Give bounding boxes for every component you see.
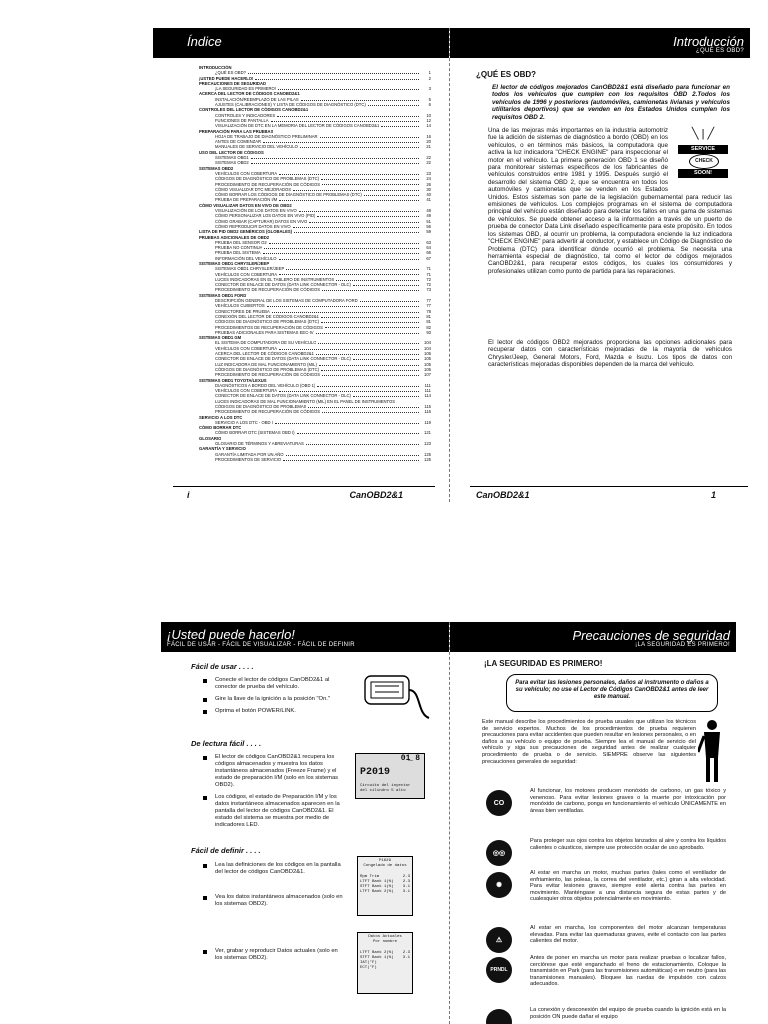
page3-subtitle: FÁCIL DE USAR - FÁCIL DE VISUALIZAR - FÁCIL DE DEFINIR (167, 642, 355, 648)
toc-entry-label: ¿QUÉ ES OBD? (215, 70, 246, 76)
screen-row-label: Datos Actuales (368, 935, 402, 939)
screen-row-label: LTFT Bank 2(%) (360, 951, 394, 955)
toc-entry-label: PROCEDIMIENTOS DE SERVICIO (215, 456, 282, 462)
toc-leader (325, 325, 419, 329)
toc-entry-label: CÓMO PERSONALIZAR LOS DATOS EN VIVO (PID) (215, 213, 316, 219)
toc-entry-page: 116 (424, 409, 431, 415)
toc-entry-page: 22 (426, 160, 431, 166)
toc-entry-label: MANUALES DE SERVICIO DEL VEHÍCULO (215, 144, 298, 150)
toc-leader (321, 319, 419, 323)
toc-leader (294, 229, 419, 233)
toc-leader (353, 282, 419, 286)
screen-row-value: 3.1 (402, 890, 410, 894)
toc-entry-label: GLOSARIO (199, 435, 222, 441)
toc-leader (353, 393, 419, 397)
toc-leader (279, 272, 419, 276)
toc-entry-page: 24 (426, 176, 431, 182)
toc-entry-page: 48 (426, 208, 431, 214)
toc-entry-label: LUZ INDICADORA DE MAL FUNCIONAMIENTO (MIL) (215, 361, 317, 367)
toc-entry-label: USO DEL LECTOR DE CÓDIGOS (199, 149, 264, 155)
toc-leader (293, 187, 419, 191)
toc-leader (269, 240, 419, 244)
toc-entry-label: PRUEBA NO CONTINUA (215, 245, 263, 251)
screen-code: P2019 (360, 767, 391, 778)
toc-entry-label: SERVICIO A LOS DTC (199, 414, 243, 420)
screen-row-label: P1629 (378, 859, 391, 863)
toc-entry-page: 14 (426, 123, 431, 129)
toc-entry-label: ACERCA DEL LECTOR DE CÓDIGOS CANOBD2&1 (199, 91, 300, 97)
toc-leader (299, 208, 419, 212)
toc-leader (248, 70, 419, 74)
toc-entry-page: 111 (424, 382, 431, 388)
easy-use-list (201, 677, 341, 720)
list-item: El lector de códigos CanOBD2&1 recupera los códigos almacenados y muestra los datos instantáneos almacenados (Freeze Frame) y el estado de preparación I/M (solo en los sistemas OBD2). (201, 754, 347, 789)
toc-leader (279, 197, 419, 201)
toc-leader (300, 144, 419, 148)
toc-entry-page: 22 (426, 155, 431, 161)
toc-leader (264, 245, 419, 249)
toc-entry-label: CÓMO VISUALIZAR DATOS EN VIVO DE OBD2 (199, 202, 292, 208)
toc-entry-page: 119 (424, 419, 431, 425)
screen-code-desc-1: Circuito del inyector (360, 784, 411, 788)
toc-entry-label: PRUEBA DEL SISTEMA (215, 250, 261, 256)
toc-entry-label: INFORMACIÓN DEL VEHÍCULO (215, 255, 277, 261)
list-item: Ver, grabar y reproducir Datos actuales (solo en los sistemas OBD2). (201, 948, 345, 962)
screen-row (360, 890, 410, 895)
toc-entry-label: LISTA DE PID OBD2 GENÉRICOS (GLOBALES) (199, 229, 293, 235)
toc-title: Índice (187, 34, 222, 49)
toc-entry-page: 81 (426, 319, 431, 325)
hazard-text: Para proteger sus ojos contra los objetos lanzados al aire y contra los líquidos calientes o cáusticos, siempre use protección ocular de uso aprobado. (530, 838, 726, 851)
toc-entry-page: 66 (426, 250, 431, 256)
safety-warning-note: Para evitar las lesiones personales, daños al instrumento o daños a su vehículo; no use el Lector de Códigos CanOBD2&1 antes de leer este manual. (506, 674, 718, 712)
intro-heading: ¿QUÉ ES OBD? (476, 70, 537, 79)
list-item: Lea las definiciones de los códigos en la pantalla del lector de códigos CanOBD2&1. (201, 862, 345, 876)
safety-intro: Este manual describe los procedimientos de prueba usuales que utilizan los técnicos de servicio expertos. Muchos de los procedimientos de prueba requieren precauciones para evitar accidentes que pueden resultar en lesiones personales, o en daños a su vehículo o equipo de prueba. Siempre lea el manual de servicio del vehículo y siga sus precauciones de seguridad antes de realizar cualquier procedimiento de prueba o de servicio. SIEMPRE observe las siguientes precauciones generales de seguridad: (482, 719, 696, 765)
toc-leader (316, 351, 419, 355)
toc-entry-page: 51 (426, 218, 431, 224)
toc-entry-page: 71 (426, 266, 431, 272)
toc-leader (381, 123, 419, 127)
toc-entry-page: 41 (426, 197, 431, 203)
toc-leader (320, 134, 419, 138)
toc-entry-page: 26 (426, 181, 431, 187)
toc-leader (279, 256, 419, 260)
toc-leader (317, 383, 419, 387)
toc-entry-label: DESCRIPCIÓN GENERAL DE LOS SISTEMAS DE COMPUTADORA FORD (215, 298, 358, 304)
toc-entry-page: 125 (424, 456, 431, 462)
toc-leader (322, 409, 419, 413)
toc-leader (279, 388, 419, 392)
toc-entry-label: FUNCIONES DE PANTALLA (215, 117, 269, 123)
toc-entry-page: 59 (426, 229, 431, 235)
toc-entry-label: VEHÍCULOS CON COBERTURA (215, 345, 278, 351)
toc-entry (199, 457, 431, 462)
screen-row-label: LTFT Bank 1(%) (360, 880, 394, 884)
toc-entry-label: ¡USTED PUEDE HACERLO! (199, 75, 254, 81)
toc-entry-label: PRUEBAS ADICIONALES PARA SISTEMAS EEC-IV (215, 329, 314, 335)
footer-brand: CanOBD2&1 (476, 490, 530, 500)
toc-entry-page: 81 (426, 313, 431, 319)
page4-header (450, 622, 736, 652)
screen-row-label: Rpm Trim (360, 875, 380, 879)
live-data-screen (357, 932, 413, 994)
toc-leader (318, 340, 419, 344)
toc-leader (251, 160, 419, 164)
footer-brand: CanOBD2&1 (349, 490, 403, 500)
toc-entry-page: 77 (426, 303, 431, 309)
toc-leader (306, 441, 419, 445)
screen-row (360, 864, 410, 869)
toc-entry-label: HOJA DE TRABAJO DE DIAGNÓSTICO PRELIMINAR (215, 133, 318, 139)
toc-entry-label: CONECTOR DE ENLACE DE DATOS (DATA LINK CONNECTOR - DLC) (215, 356, 351, 362)
toc-footer (173, 486, 435, 501)
toc-entry-label: INTRODUCCIÓN (199, 65, 232, 70)
toc-entry-label: SISTEMAS OBD1 TOYOTA/LEXUS (199, 377, 267, 383)
toc-entry-page: 114 (424, 393, 431, 399)
badge-check: CHECK (689, 154, 719, 169)
toc-entry-label: CÓMO GRABAR (CAPTURAR) DATOS EN VIVO (215, 218, 308, 224)
toc-entry-label: LUCES INDICADORAS DE MAL FUNCIONAMIENTO (MIL) EN EL PANEL DE INSTRUMENTOS (215, 398, 396, 404)
screen-row-value: 2.3 (402, 880, 410, 884)
toc-leader (322, 182, 419, 186)
hazard-icon: ⚠ (486, 927, 512, 953)
toc-entry-label: CÓDIGOS DE DIAGNÓSTICO DE PROBLEMAS (215, 404, 307, 409)
toc-entry-page: 105 (424, 351, 431, 357)
toc-entry-page: 49 (426, 213, 431, 219)
toc-leader (286, 266, 419, 270)
page4-title: Precauciones de seguridad (572, 628, 730, 643)
page3-header (161, 622, 449, 652)
toc-entry-label: PROCEDIMIENTO DE RECUPERACIÓN DE CÓDIGOS (215, 287, 321, 293)
code-display-screen (355, 753, 425, 799)
list-item: Conecte el lector de códigos CanOBD2&1 al conector de prueba del vehículo. (201, 677, 341, 691)
toc-entry-label: ¡LA SEGURIDAD ES PRIMERO! (215, 86, 276, 92)
hazard-icon (486, 1009, 512, 1024)
section-easy-define: Fácil de definir . . . . (191, 846, 261, 855)
screen-code-desc-2: del cilindro 5 alto (360, 789, 406, 793)
screen-row-value: 3.1 (402, 885, 410, 889)
toc-entry-page: 30 (426, 186, 431, 192)
toc-entry-page: 10 (426, 112, 431, 118)
toc-leader (322, 372, 419, 376)
toc-entry-label: PROCEDIMIENTOS DE RECUPERACIÓN DE CÓDIGOS (215, 324, 323, 330)
toc-leader (297, 430, 419, 434)
hazard-icon: ◎◎ (486, 840, 512, 866)
intro-title: Introducción (673, 34, 744, 49)
toc-leader (279, 346, 419, 350)
section-easy-use: Fácil de usar . . . . (191, 662, 254, 671)
freeze-frame-screen (357, 856, 413, 916)
technician-icon (698, 718, 726, 784)
toc-leader (364, 192, 419, 196)
toc-entry-page: 5 (428, 96, 431, 102)
service-badge (674, 127, 732, 191)
toc-leader (322, 287, 419, 291)
page-intro (450, 28, 750, 502)
toc-entry-label: VEHÍCULOS CON COBERTURA (215, 388, 278, 394)
toc-entry-page: 20 (426, 139, 431, 145)
toc-entry-label: VEHÍCULOS CON COBERTURA (215, 170, 278, 176)
toc-leader (353, 356, 419, 360)
toc-entry-page: 123 (424, 441, 431, 447)
toc-entry-label: DIAGNÓSTICOS A BORDO DEL VEHÍCULO (OBD 1) (215, 382, 316, 388)
intro-subtitle: ¿QUÉ ES OBD? (696, 48, 744, 54)
hazard-icon: ✺ (486, 872, 512, 898)
toc-entry-page: 40 (426, 192, 431, 198)
toc-leader (321, 176, 419, 180)
toc-entry-page: 1 (428, 70, 431, 76)
toc-entry-page: 121 (424, 430, 431, 436)
toc-entry-label: PREPARACIÓN PARA LAS PRUEBAS (199, 128, 274, 134)
toc-entry-label: LUCES INDICADORAS EN EL TABLERO DE INSTRUMENTOS (215, 276, 335, 282)
toc-entry-label: CÓMO VISUALIZAR DTC MEJORADOS (215, 186, 292, 192)
toc-entry-label: CONECTOR DE ENLACE DE DATOS (DATA LINK CONNECTOR - DLC) (215, 393, 351, 399)
screen-row-label: Congelado de datos (363, 864, 407, 868)
toc-entry-page: 6 (428, 102, 431, 108)
screen-row-label: LTFT Bank 2(%) (360, 890, 394, 894)
toc-entry-page: 104 (424, 340, 431, 346)
toc-entry-label: CÓMO BORRAR LOS CÓDIGOS DE DIAGNÓSTICO DE PROBLEMAS (DTC) (215, 192, 362, 198)
toc-leader (277, 113, 419, 117)
toc-entry-page: 71 (426, 271, 431, 277)
toc-entry-label: PROCEDIMIENTO DE RECUPERACIÓN DE CÓDIGOS (215, 372, 321, 378)
toc-entry-label: SISTEMAS OBD1 GM (199, 335, 242, 341)
footer-page-number: i (187, 490, 190, 500)
intro-para-1-text: Una de las mejoras más importantes en la industria automotriz fue la adición de sistemas de diagnóstico a bordo (OBD) en los vehículos, o en términos más básicos, la computadora que activa la luz indicadora "CHECK ENGINE" para inspeccionar el motor en el vehículo. La primera generación OBD 1 se diseñó para monitorear sistemas específicos de los fabricantes de vehículos construidos entre 1981 y 1995. Después surgió el desarrollo del sistema OBD 2, que se encuentra en todos los automóviles y camionetas que se venden en los Estados Unidos. Estos sistemas son parte de la legislación gubernamental para reducir las emisiones de vehículos. Los complejos programas en el sistema de computadora principal del vehículo están diseñado para detectar los fallos en una gama de sistemas de vehículos. Se puede obtener acceso a la información a través de un puerto de prueba de conector Data Link diseñado específicamente para este propósito. En todos los sistemas OBD, al ocurrir un problema, la computadora enciende la luz indicadora "CHECK ENGINE" para advertir al conductor, y establece un Código de Diagnóstico de Problema (DTC) para identificar dónde ocurrió el problema. Se necesita una herramienta especial de diagnóstico, tal como el lector de códigos mejorados CanOBD2&1, para recuperar estos códigos, los cuales los consumidores y profesionales utilizan como punto de partida para las reparaciones. (488, 127, 732, 275)
toc-entry-label: PRUEBA DEL SENSOR O2 (215, 239, 267, 245)
toc-leader (293, 224, 419, 228)
toc-entry-page: 77 (426, 298, 431, 304)
toc-entry-label: SISTEMAS OBD2 (215, 160, 249, 166)
screen-row (360, 966, 410, 971)
toc-entry-page: 105 (424, 356, 431, 362)
table-of-contents (199, 65, 431, 462)
toc-entry-label: EL SISTEMA DE COMPUTADORA DE SU VEHÍCULO (215, 340, 317, 346)
toc-entry-label: CONTROLES Y INDICADORES (215, 112, 276, 118)
toc-entry-page: 125 (424, 451, 431, 457)
hazard-text: Al estar en marcha, los componentes del motor alcanzan temperaturas elevadas. Para evitar las quemaduras graves, evite el contacto con las partes calientes del motor. (530, 925, 726, 945)
easy-read-list (201, 754, 347, 834)
toc-entry-page: 23 (426, 170, 431, 176)
toc-entry-label: CÓMO REPRODUCIR DATOS EN VIVO (215, 223, 291, 229)
toc-entry-page: 72 (426, 282, 431, 288)
toc-entry-page: 64 (426, 245, 431, 251)
toc-entry-label: CONTROLES DEL LECTOR DE CÓDIGOS CANOBD2&1 (199, 107, 309, 113)
toc-entry-label: VISUALIZACIÓN DE LOS DATOS EN VIVO (215, 208, 297, 214)
easy-define-list (201, 862, 345, 967)
toc-leader (321, 367, 419, 371)
badge-rays-icon: ╲ | ╱ (691, 128, 715, 140)
toc-entry-label: GARANTÍA Y SERVICIO (199, 446, 246, 452)
toc-entry-label: SISTEMAS OBD1 CHRYSLER/JEEP (199, 260, 270, 266)
toc-leader (279, 171, 419, 175)
toc-entry-page: 67 (426, 255, 431, 261)
toc-entry-label: INSTALACIÓN/REEMPLAZO DE LAS PILAS (215, 96, 299, 102)
toc-entry-label: PROCEDIMIENTO DE RECUPERACIÓN DE CÓDIGOS (215, 409, 321, 415)
toc-entry-label: GLOSARIO DE TÉRMINOS Y ABREVIATURAS (215, 441, 304, 447)
toc-entry-page: 56 (426, 223, 431, 229)
screen-row-label: STFT Bank 1(%) (360, 885, 394, 889)
screen-row-label: Por nombre (372, 940, 397, 944)
list-item: Oprima el botón POWER/LINK. (201, 708, 341, 715)
toc-entry-label: GARANTÍA LIMITADA POR UN AÑO (215, 451, 284, 457)
toc-leader (317, 213, 419, 217)
screen-row-value: 3.1 (402, 956, 410, 960)
toc-leader (309, 219, 419, 223)
toc-leader (316, 330, 419, 334)
toc-entry-label: CÓMO BORRAR DTC (SISTEMAS OBD I) (215, 430, 295, 436)
toc-leader (286, 452, 419, 456)
hazard-icon: PRNDL (486, 957, 512, 983)
toc-entry-label: ACERCA DEL LECTOR DE CÓDIGOS CANOBD2&1 (215, 351, 314, 357)
toc-entry-label: VISUALIZACIÓN DE DTC EN LA MEMORIA DEL LECTOR DE CÓDIGOS CANOBD2&1 (215, 123, 380, 129)
toc-entry-label: ANTES DE COMENZAR (215, 139, 262, 145)
badge-service: SERVICE (678, 145, 728, 154)
toc-entry-label: SISTEMAS OBD1 (215, 155, 249, 161)
toc-entry-page: 72 (426, 276, 431, 282)
hazard-text: La conexión y desconexión del equipo de prueba cuando la ignición está en la posición ON puede dañar el equipo (530, 1007, 726, 1020)
toc-leader (272, 309, 419, 313)
toc-leader (275, 420, 419, 424)
toc-leader (263, 139, 419, 143)
toc-entry-label: SISTEMAS OBD1 CHRYSLER/JEEP (215, 266, 285, 272)
screen-row (360, 940, 410, 945)
toc-entry-page: 115 (424, 404, 431, 409)
toc-entry-label: CÓMO BORRAR DTC (199, 425, 242, 431)
list-item: Vea los datos instantáneos almacenados (solo en los sistemas OBD2). (201, 894, 345, 908)
toc-entry-label: CÓDIGOS DE DIAGNÓSTICO DE PROBLEMAS (DTC) (215, 176, 320, 182)
toc-leader (301, 97, 419, 101)
toc-leader (263, 250, 419, 254)
toc-leader (360, 298, 419, 302)
toc-entry-label: SISTEMAS OBD2 (199, 165, 234, 171)
screen-row-label: STFT Bank 1(%) (360, 956, 394, 960)
footer-page-number: 1 (710, 490, 716, 500)
toc-entry-page: 93 (426, 329, 431, 335)
toc-entry-page: 73 (426, 287, 431, 293)
page3-title: ¡Usted puede hacerlo! (167, 627, 295, 642)
toc-header (153, 28, 449, 58)
intro-para-2: El lector de códigos OBD2 mejorados proporciona las opciones adicionales para recuperar datos con características mejoradas de la mayoría de vehículos Chrysler/Jeep, General Motors, Ford, Mazda e Isuzu. Los tipos de datos con características mejoradas disponibles dependen de la marca del vehículo. (488, 339, 732, 369)
screen-row-label: ECT(°F) (360, 966, 377, 970)
intro-footer (470, 486, 748, 501)
toc-leader (368, 102, 419, 106)
toc-entry-page: 21 (426, 144, 431, 150)
toc-entry-page: 12 (426, 117, 431, 123)
page4-subtitle: ¡LA SEGURIDAD ES PRIMERO! (635, 642, 730, 648)
hazard-text: Al funcionar, los motores producen monóxido de carbono, un gas tóxico y venenoso. Para evitar lesiones graves o la muerte por intoxicación por monóxido de carbono, ponga en funcionamiento el vehículo ÚNICAMENTE en áreas bien ventiladas. (530, 788, 726, 814)
toc-entry-label: CÓDIGOS DE DIAGNÓSTICO DE PROBLEMAS (DTC) (215, 366, 320, 372)
toc-leader (321, 314, 419, 318)
section-easy-read: De lectura fácil . . . . (191, 739, 262, 748)
toc-leader (267, 303, 419, 307)
toc-entry-label: VEHÍCULOS CON COBERTURA (215, 271, 278, 277)
page-safety (450, 622, 736, 1024)
toc-entry-label: CONECTOR DE ENLACE DE DATOS (DATA LINK CONNECTOR - DLC) (215, 282, 351, 288)
hazard-icon: CO (486, 790, 512, 816)
toc-leader (319, 362, 419, 366)
obd-connector-icon (357, 668, 431, 724)
screen-row-value: 2.3 (402, 875, 410, 879)
hazard-text: Antes de poner en marcha un motor para realizar pruebas o localizar fallos, cerciórese que esté enganchado el freno de estacionamiento. Coloque la transmisión en Park (para las transmisiones automáticas) o en neutro (para las transmisiones manuales). Bloquee las ruedas de impulsión con calzos adecuados. (530, 955, 726, 988)
toc-entry-page: 106 (424, 366, 431, 372)
intro-para-1 (488, 127, 732, 275)
badge-soon: SOON! (678, 169, 728, 178)
toc-leader (336, 277, 419, 281)
toc-entry-label: CONECTORES DE PRUEBA (215, 308, 270, 314)
screen-row-value: 2.3 (402, 951, 410, 955)
toc-entry-page: 104 (424, 345, 431, 351)
toc-leader (251, 155, 419, 159)
toc-entry-page: 105 (424, 361, 431, 367)
toc-entry-label: SISTEMAS OBD1 FORD (199, 292, 247, 298)
list-item: Gire la llave de la ignición a la posición "On." (201, 696, 341, 703)
page-toc (153, 28, 449, 502)
toc-entry-label: PRUEBA DE PREPARACIÓN I/M (215, 197, 278, 203)
toc-entry-label: CONEXIÓN DEL LECTOR DE CÓDIGOS CANOBD2&1 (215, 313, 320, 319)
safety-heading: ¡LA SEGURIDAD ES PRIMERO! (484, 659, 603, 668)
toc-entry-page: 111 (424, 388, 431, 394)
toc-entry-page: 2 (428, 75, 431, 81)
toc-entry-label: PROCEDIMIENTO DE RECUPERACIÓN DE CÓDIGOS (215, 181, 321, 187)
toc-entry-label: CÓDIGOS DE DIAGNÓSTICO DE PROBLEMAS (DTC) (215, 319, 320, 325)
toc-entry-page: 82 (426, 324, 431, 330)
toc-entry-page: 3 (428, 86, 431, 92)
toc-entry-page: 63 (426, 239, 431, 245)
toc-entry-label: PRUEBAS ADICIONALES DE OBD2 (199, 234, 270, 240)
toc-leader (271, 118, 419, 122)
toc-leader (308, 404, 419, 408)
hazard-text: Al estar en marcha un motor, muchas partes (tales como el ventilador de enfriamiento, las poleas, la correa del ventilador, etc.) giran a alta velocidad. Para evitar lesiones graves, siempre esté alerta contra las partes en movimiento. Manténgase a una distancia segura de estas partes y de cualesquier otros objetos potencialmente en movimiento. (530, 870, 726, 903)
screen-row-label: IAT(°F) (360, 961, 377, 965)
intro-header (450, 28, 750, 58)
page-you-can-do-it (161, 622, 449, 1024)
toc-entry-label: SERVICIO A LOS DTC - OBD I (215, 419, 273, 425)
toc-leader (278, 86, 419, 90)
screen-code-count: 01̲ 8 (400, 754, 420, 763)
intro-lead: El lector de códigos mejorados CanOBD2&1 está diseñado para funcionar en todos los vehículos que cumplen con los requisitos OBD 2.Todos los vehículos de 1996 y posteriores (automóviles, camionetas livianas y vehículos utilitarios deportivos) que se venden en los Estados Unidos cumplen los requisitos OBD 2. (492, 84, 730, 121)
toc-entry-page: 78 (426, 308, 431, 314)
toc-leader (283, 457, 419, 461)
toc-entry-label: AJUSTES (CALIBRACIONES) Y LISTA DE CÓDIGOS DE DIAGNÓSTICO (DTC) (215, 102, 366, 108)
list-item: Los códigos, el estado de Preparación I/M y los datos instantáneos almacenados aparecen en la pantalla del lector de códigos CanOBD2&1. El estado del sistema se muestra por medio de indicadores LED. (201, 794, 347, 829)
toc-entry-page: 107 (424, 372, 431, 378)
toc-entry-label: PRECAUCIONES DE SEGURIDAD (199, 80, 267, 86)
toc-leader (255, 76, 419, 80)
toc-entry-label: VEHÍCULOS CUBIERTOS (215, 303, 265, 309)
toc-entry-page: 16 (426, 133, 431, 139)
